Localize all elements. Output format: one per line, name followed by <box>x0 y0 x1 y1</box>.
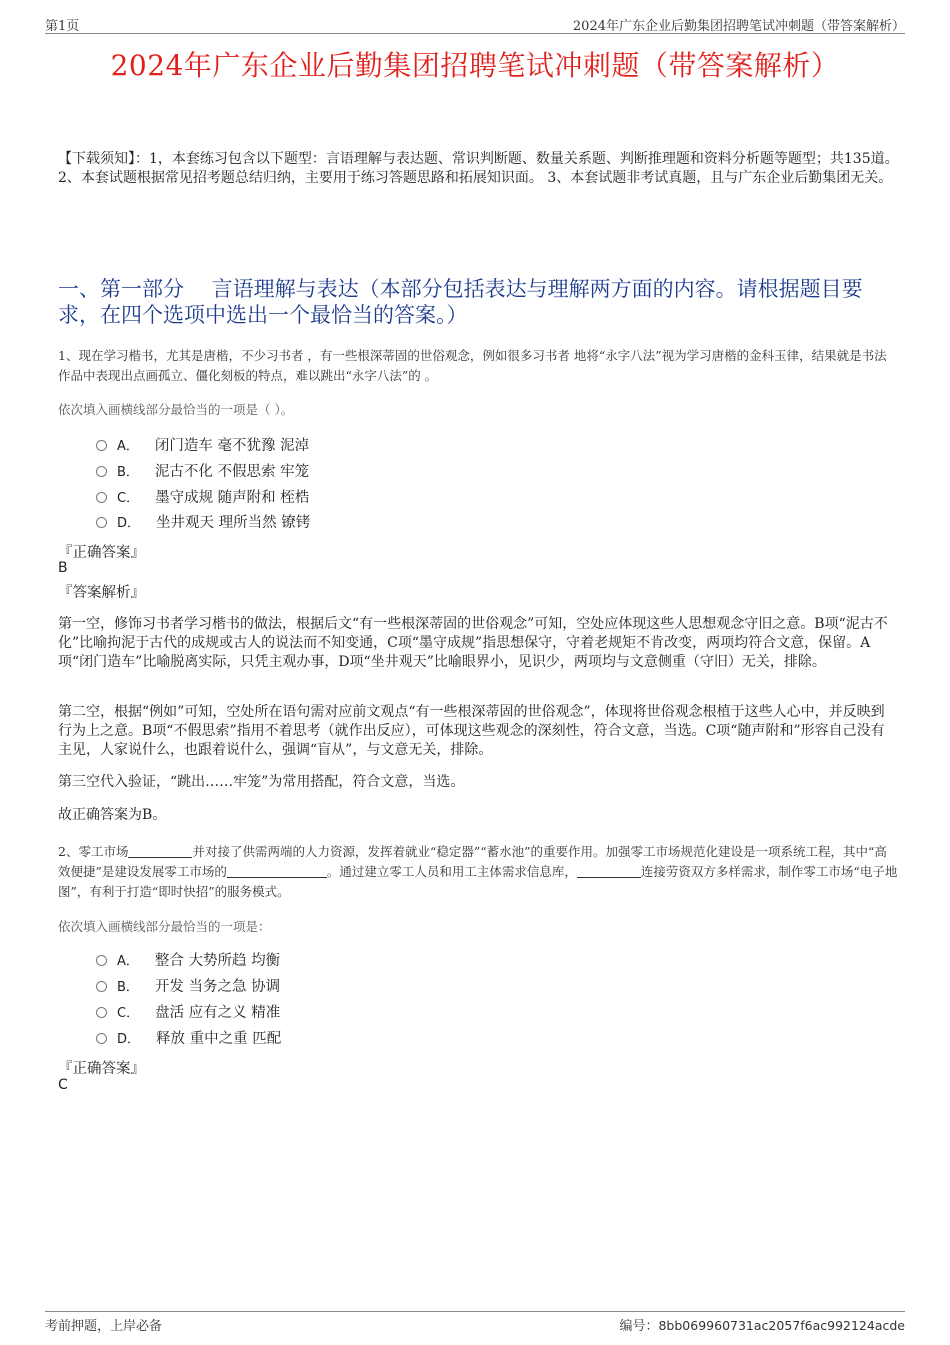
question-2-stem: 2、零工市场 并对接了供需两端的人力资源，发挥着就业“稳定器”“蓄水池”的重要作用。加强零工市场规范化建设是一项系统工程，其中“高效便捷”是建设发展零工市场的 。通过建立零工人员和用工主体需求信息库， 连接劳资双方多样需求，制作零工市场“电子地图”，有利于打造“即时快招”的服务模式。 <box>58 844 898 899</box>
footer-code: 编号：8bb069960731ac2057f6ac992124acde <box>619 1318 905 1334</box>
question-1-answer-label: 『正确答案』 <box>58 545 145 561</box>
question-2-option-c[interactable]: C． 盘活 应有之义 精准 <box>96 1003 280 1023</box>
question-2-option-d[interactable]: D． 释放 重中之重 匹配 <box>96 1029 281 1049</box>
question-1-analysis-para-2: 第二空，根据“例如”可知，空处所在语句需对应前文观点“有一些根深蒂固的世俗观念”，体现将世俗观念根植于这些人心中，并反映到行为上之意。B项“不假思索”指用不着思考（就作出反应），可体现这些观念的深刻性，符合文意，当选。C项“随声附和”形容自己没有主见，人家说什么，也跟着说什么，强调“盲从”，与文意无关，排除。 <box>58 704 885 758</box>
header-doc-title: 2024年广东企业后勤集团招聘笔试冲刺题（带答案解析） <box>572 19 905 34</box>
question-2-answer-label: 『正确答案』 <box>58 1061 145 1077</box>
fill-blank <box>128 845 192 858</box>
question-2-instruction: 依次填入画横线部分最恰当的一项是： <box>58 919 271 934</box>
radio-icon[interactable] <box>96 466 107 477</box>
page-header <box>45 14 905 34</box>
footer-slogan: 考前押题，上岸必备 <box>45 1319 163 1334</box>
question-1-analysis-label: 『答案解析』 <box>58 585 145 601</box>
radio-icon[interactable] <box>96 517 107 528</box>
page-footer <box>45 1311 905 1334</box>
question-1-analysis-para-4: 故正确答案为B。 <box>58 807 167 823</box>
radio-icon[interactable] <box>96 492 107 503</box>
page-number: 第1页 <box>45 19 80 34</box>
question-1-answer: B <box>58 560 68 576</box>
radio-icon[interactable] <box>96 1033 107 1044</box>
download-notice: 【下载须知】：1，本套练习包含以下题型：言语理解与表达题、常识判断题、数量关系题、判断推理题和资料分析题等题型；共135道。 2、本套试题根据常见招考题总结归纳，主要用于练习答题思路和拓展知识面。 3、本套试题非考试真题，且与广东企业后勤集团无关。 <box>58 151 899 186</box>
question-1-option-d[interactable]: D． 坐井观天 理所当然 镣铐 <box>96 513 310 533</box>
radio-icon[interactable] <box>96 955 107 966</box>
question-1-analysis-para-3: 第三空代入验证，“跳出……牢笼”为常用搭配，符合文意，当选。 <box>58 774 465 790</box>
question-1-option-a[interactable]: A． 闭门造车 毫不犹豫 泥淖 <box>96 436 309 456</box>
question-1-stem: 1、现在学习楷书，尤其是唐楷，不少习书者 ，有一些根深蒂固的世俗观念，例如很多习书者 地将“永字八法”视为学习唐楷的金科玉律，结果就是书法作品中表现出点画孤立、僵化刻板的特点，难以跳出“永字八法”的 。 <box>58 348 887 383</box>
radio-icon[interactable] <box>96 440 107 451</box>
question-1-option-c[interactable]: C． 墨守成规 随声附和 桎梏 <box>96 488 309 508</box>
radio-icon[interactable] <box>96 981 107 992</box>
question-2-option-a[interactable]: A． 整合 大势所趋 均衡 <box>96 951 280 971</box>
document-title: 2024年广东企业后勤集团招聘笔试冲刺题（带答案解析） <box>110 49 840 82</box>
question-1-instruction: 依次填入画横线部分最恰当的一项是（ ）。 <box>58 402 294 417</box>
radio-icon[interactable] <box>96 1007 107 1018</box>
question-1-analysis-para-1: 第一空，修饰习书者学习楷书的做法，根据后文“有一些根深蒂固的世俗观念”可知，空处应体现这些人思想观念守旧之意。B项“泥古不化”比喻拘泥于古代的成规或古人的说法而不知变通，C项“墨守成规”指思想保守，守着老规矩不肯改变，两项均符合文意，保留。A项“闭门造车”比喻脱离实际，只凭主观办事，D项“坐井观天”比喻眼界小，见识少，两项均与文意侧重（守旧）无关，排除。 <box>58 616 888 670</box>
fill-blank <box>577 865 641 878</box>
question-2-option-b[interactable]: B． 开发 当务之急 协调 <box>96 977 280 997</box>
fill-blank <box>227 865 327 878</box>
question-1-option-b[interactable]: B． 泥古不化 不假思索 牢笼 <box>96 462 309 482</box>
section-heading: 一、第一部分 言语理解与表达（本部分包括表达与理解两方面的内容。请根据题目要求，在四个选项中选出一个最恰当的答案。） <box>58 277 863 327</box>
question-2-answer: C <box>58 1077 68 1093</box>
